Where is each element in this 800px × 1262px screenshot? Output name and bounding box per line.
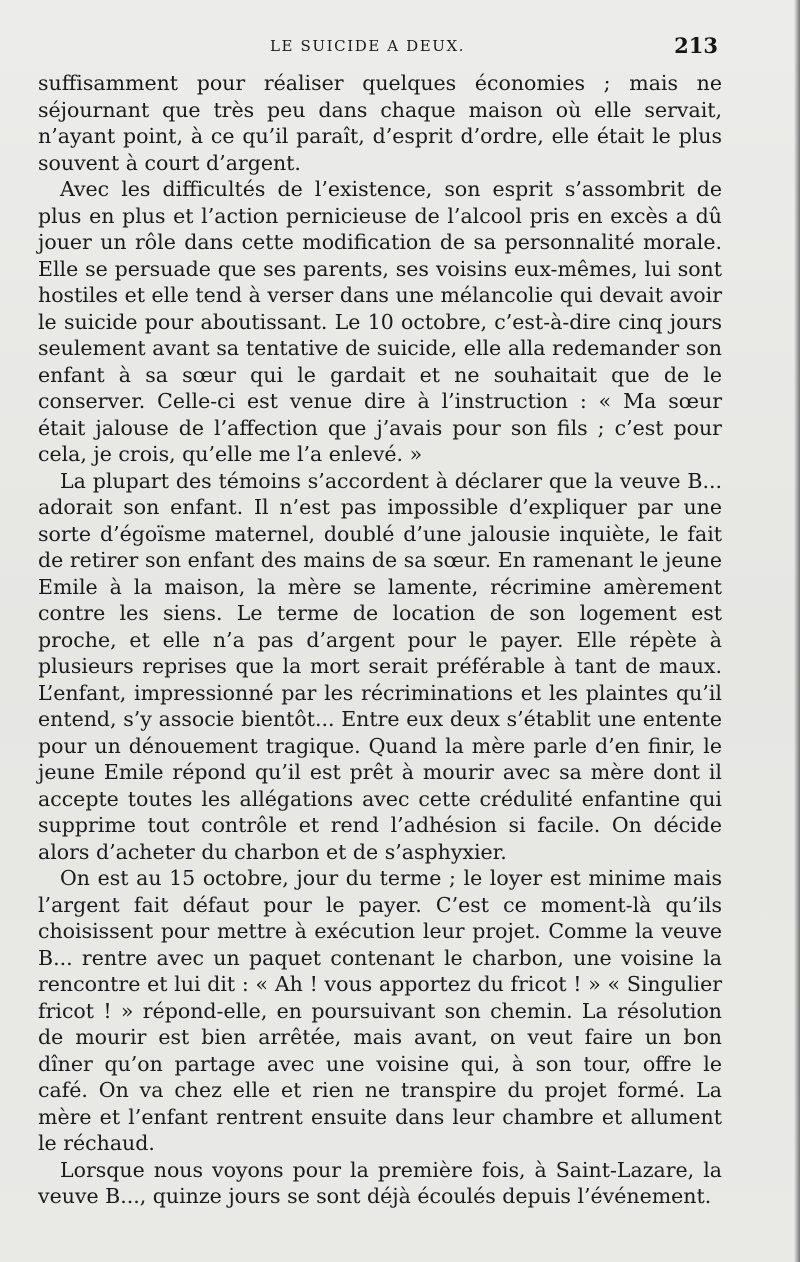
paragraph-saint-lazare: Lorsque nous voyons pour la première fois, à Saint-Lazare, la veuve B..., quinze jours se sont déjà écoulés depuis l’événement. [38, 1157, 722, 1208]
body-text [38, 70, 722, 1210]
page-number: 213 [674, 33, 718, 58]
paragraph-temoins: La plupart des témoins s’accordent à déclarer que la veuve B... adorait son enfant. Il n’est pas impossible d’expliquer par une sorte d’égoïsme maternel, doublé d’une jalousie inquiète, le fait de retirer son enfant des mains de sa sœur. En ramenant le jeune Emile à la maison, la mère se lamente, récrimine amèrement contre les siens. Le terme de location de son logement est proche, et elle n’a pas d’argent pour le payer. Elle répète à plusieurs reprises que la mort serait préférable à tant de maux. L’enfant, impressionné par les récriminations et les plaintes qu’il entend, s’y associe bientôt... Entre eux deux s’établit une entente pour un dénouement tragique. Quand la mère parle d’en finir, le jeune Emile répond qu’il est prêt à mourir avec sa mère dont il accepte toutes les allégations avec cette crédulité enfantine qui supprime tout contrôle et rend l’adhésion si facile. On décide alors d’acheter du charbon et de s’asphyxier. [38, 468, 722, 864]
paragraph-difficultes: Avec les difficultés de l’existence, son esprit s’assombrit de plus en plus et l’action pernicieuse de l’alcool pris en excès a dû jouer un rôle dans cette modification de sa personnalité morale. Elle se persuade que ses parents, ses voisins eux-mêmes, lui sont hostiles et elle tend à verser dans une mélancolie qui devait avoir le suicide pour aboutissant. Le 10 octobre, c’est-à-dire cinq jours seulement avant sa tentative de suicide, elle alla redemander son enfant à sa sœur qui le gardait et ne souhaitait que de le conserver. Celle-ci est venue dire à l’instruction : « Ma sœur était jalouse de l’affection que j’avais pour son fils ; c’est pour cela, je crois, qu’elle me l’a enlevé. » [38, 177, 722, 466]
paragraph-15-octobre: On est au 15 octobre, jour du terme ; le loyer est minime mais l’argent fait défaut pour le payer. C’est ce moment-là qu’ils choisissent pour mettre à exécution leur projet. Comme la veuve B... rentre avec un paquet contenant le charbon, une voisine la rencontre et lui dit : « Ah ! vous apportez du fricot ! » « Singulier fricot ! » répond-elle, en poursuivant son chemin. La résolution de mourir est bien arrêtée, mais avant, on veut faire un bon dîner qu’on partage avec une voisine qui, à son tour, offre le café. On va chez elle et rien ne transpire du projet formé. La mère et l’enfant rentrent ensuite dans leur chambre et allument le réchaud. [38, 866, 722, 1155]
paragraph-continuation: suffisamment pour réaliser quelques économies ; mais ne séjournant que très peu dans chaque maison où elle servait, n’ayant point, à ce qu’il paraît, d’esprit d’ordre, elle était le plus souvent à court d’argent. [38, 71, 722, 175]
running-title: LE SUICIDE A DEUX. [270, 37, 466, 55]
running-head [0, 33, 800, 61]
page-edge-shadow [794, 0, 800, 1262]
